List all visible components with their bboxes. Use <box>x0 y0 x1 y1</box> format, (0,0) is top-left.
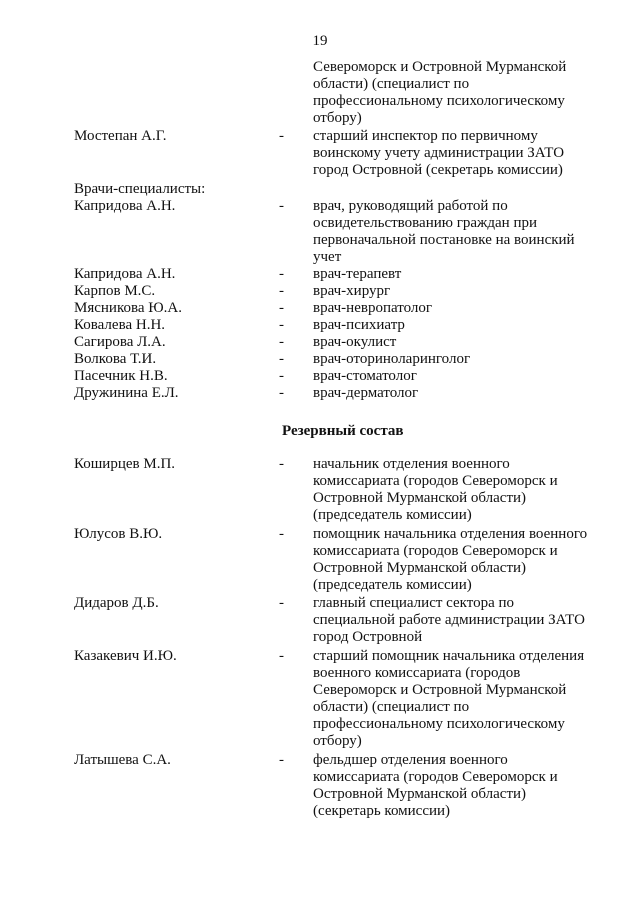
member-name: Пасечник Н.В. <box>74 368 168 384</box>
dash: - <box>279 351 284 367</box>
dash: - <box>279 128 284 144</box>
continuation-line: отбору) <box>313 110 362 126</box>
member-role-line: врач-дерматолог <box>313 385 419 401</box>
member-name: Волкова Т.И. <box>74 351 157 367</box>
dash: - <box>279 300 284 316</box>
member-role-line: области) (специалист по <box>313 699 470 715</box>
member-role-line: старший инспектор по первичному <box>313 128 538 144</box>
member-role-line: Островной Мурманской области) <box>313 786 527 802</box>
page-number: 19 <box>312 33 328 49</box>
dash: - <box>279 198 284 214</box>
member-role-line: главный специалист сектора по <box>313 595 515 611</box>
member-role-line: врач-стоматолог <box>313 368 417 384</box>
continuation-line: профессиональному психологическому <box>313 93 565 109</box>
dash: - <box>279 648 284 664</box>
member-name: Дидаров Д.Б. <box>74 595 159 611</box>
member-role-line: врач-терапевт <box>313 266 402 282</box>
member-role-line: воинскому учету администрации ЗАТО <box>313 145 565 161</box>
member-role-line: (секретарь комиссии) <box>313 803 451 819</box>
member-role-line: врач-психиатр <box>313 317 405 333</box>
member-role-line: Островной Мурманской области) <box>313 560 527 576</box>
dash: - <box>279 595 284 611</box>
member-role-line: Островной Мурманской области) <box>313 490 527 506</box>
dash: - <box>279 317 284 333</box>
member-role-line: профессиональному психологическому <box>313 716 565 732</box>
member-name: Коширцев М.П. <box>74 456 176 472</box>
member-role-line: комиссариата (городов Североморск и <box>313 543 558 559</box>
continuation-line: области) (специалист по <box>313 76 470 92</box>
member-role-line: освидетельствованию граждан при <box>313 215 538 231</box>
member-role-line: врач-невропатолог <box>313 300 433 316</box>
dash: - <box>279 526 284 542</box>
member-role-line: город Островной <box>313 629 423 645</box>
member-name: Капридова А.Н. <box>74 266 176 282</box>
member-role-line: (председатель комиссии) <box>313 507 472 523</box>
member-name: Дружинина Е.Л. <box>74 385 179 401</box>
member-name: Сагирова Л.А. <box>74 334 166 350</box>
member-role-line: специальной работе администрации ЗАТО <box>313 612 585 628</box>
member-role-line: врач, руководящий работой по <box>313 198 508 214</box>
member-role-line: врач-оториноларинголог <box>313 351 471 367</box>
member-role-line: отбору) <box>313 733 362 749</box>
member-name: Мостепан А.Г. <box>74 128 167 144</box>
dash: - <box>279 266 284 282</box>
member-name: Карпов М.С. <box>74 283 156 299</box>
member-name: Латышева С.А. <box>74 752 171 768</box>
member-role-line: врач-окулист <box>313 334 397 350</box>
member-role-line: город Островной (секретарь комиссии) <box>313 162 563 178</box>
member-role-line: первоначальной постановке на воинский <box>313 232 575 248</box>
member-role-line: (председатель комиссии) <box>313 577 472 593</box>
member-role-line: начальник отделения военного <box>313 456 510 472</box>
member-name: Казакевич И.Ю. <box>74 648 177 664</box>
member-role-line: Североморск и Островной Мурманской <box>313 682 567 698</box>
member-role-line: учет <box>313 249 342 265</box>
specialists-heading: Врачи-специалисты: <box>74 181 206 197</box>
reserve-heading: Резервный состав <box>282 423 404 439</box>
member-role-line: врач-хирург <box>313 283 391 299</box>
member-name: Мясникова Ю.А. <box>74 300 183 316</box>
member-role-line: военного комиссариата (городов <box>313 665 521 681</box>
continuation-line: Североморск и Островной Мурманской <box>313 59 567 75</box>
dash: - <box>279 385 284 401</box>
member-name: Капридова А.Н. <box>74 198 176 214</box>
member-role-line: комиссариата (городов Североморск и <box>313 473 558 489</box>
dash: - <box>279 752 284 768</box>
member-role-line: помощник начальника отделения военного <box>313 526 588 542</box>
member-role-line: старший помощник начальника отделения <box>313 648 585 664</box>
dash: - <box>279 368 284 384</box>
dash: - <box>279 456 284 472</box>
member-role-line: комиссариата (городов Североморск и <box>313 769 558 785</box>
member-name: Юлусов В.Ю. <box>74 526 163 542</box>
dash: - <box>279 334 284 350</box>
member-name: Ковалева Н.Н. <box>74 317 166 333</box>
member-role-line: фельдшер отделения военного <box>313 752 508 768</box>
dash: - <box>279 283 284 299</box>
